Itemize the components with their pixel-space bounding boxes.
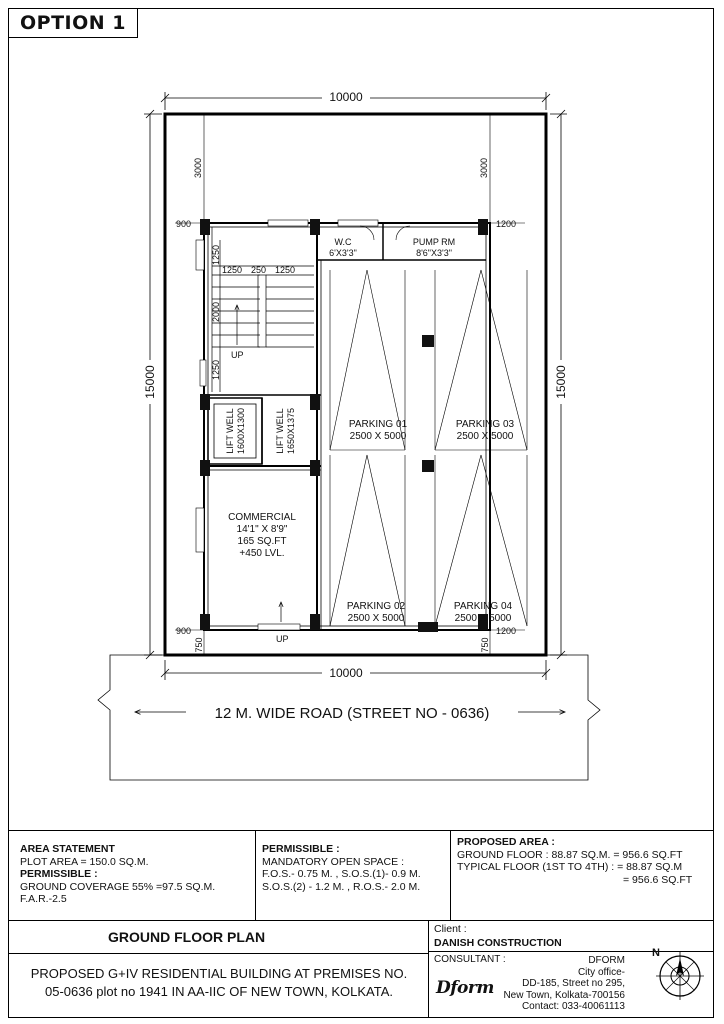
side-900-bottom: 900	[176, 626, 192, 636]
consultant-name: DFORM	[588, 955, 625, 966]
entry-up-label: UP	[276, 634, 289, 644]
area-statement-heading: AREA STATEMENT	[20, 843, 115, 855]
stair-dim-1250-v2: 1250	[211, 359, 221, 381]
lift1-size: 1600X1300	[236, 407, 246, 455]
lift2-name: LIFT WELL	[275, 408, 285, 454]
setback-lines	[175, 114, 525, 655]
sos-ros: S.O.S.(2) - 1.2 M. , R.O.S.- 2.0 M.	[262, 880, 421, 893]
wc-size: 6'X3'3"	[329, 248, 357, 258]
parking-01-name: PARKING 01	[348, 419, 408, 430]
consultant-line1: City office-	[577, 966, 625, 978]
side-1200-top: 1200	[496, 219, 517, 229]
typical-floor-sqft: = 956.6 SQ.FT	[623, 873, 693, 886]
stair-dim-1250-a: 1250	[222, 265, 243, 275]
pump-size: 8'6"X3'3"	[416, 248, 452, 258]
option-label: OPTION 1	[8, 8, 138, 38]
wc-name: W.C	[334, 237, 352, 247]
dim-left-label: 15000	[143, 365, 157, 399]
parking-03-size: 2500 X 5000	[456, 431, 514, 442]
area-statement-panel	[20, 843, 252, 906]
stair-dim-1250-v: 1250	[211, 244, 221, 266]
parking-04-size: 2500 X 5000	[454, 613, 512, 624]
divider-col2	[450, 830, 451, 920]
door-arcs	[360, 226, 410, 240]
parking-02-size: 2500 X 5000	[347, 613, 405, 624]
client-label: Client :	[434, 923, 467, 935]
commercial-level: +450 LVL.	[239, 548, 285, 559]
dim-right-label: 15000	[554, 365, 568, 399]
north-compass-icon	[650, 944, 710, 1008]
north-label: N	[652, 947, 660, 959]
typical-floor-area: TYPICAL FLOOR (1ST TO 4TH) : = 88.87 SQ.M	[457, 861, 683, 873]
road-label: 12 M. WIDE ROAD (STREET NO - 0636)	[214, 705, 490, 722]
permissible-panel	[262, 843, 447, 893]
parking-02-name: PARKING 02	[346, 601, 406, 612]
ground-floor-area: GROUND FLOOR : 88.87 SQ.M. = 956.6 SQ.FT	[457, 848, 683, 861]
plot-area: PLOT AREA = 150.0 SQ.M.	[20, 855, 149, 868]
project-description-line1: PROPOSED G+IV RESIDENTIAL BUILDING AT PREMISES NO.	[30, 966, 408, 981]
commercial-area: 165 SQ.FT	[237, 536, 287, 547]
divider-info-top	[8, 830, 714, 831]
mandatory-open-space: MANDATORY OPEN SPACE :	[262, 855, 404, 868]
parking-03-name: PARKING 03	[455, 419, 515, 430]
project-description	[14, 965, 424, 1001]
divider-info-mid	[8, 920, 714, 921]
front-750-left: 750	[194, 637, 204, 653]
stair-dim-1250-b: 1250	[275, 265, 296, 275]
project-description-line2: 05-0636 plot no 1941 IN AA-IIC OF NEW TOWN, KOLKATA.	[44, 984, 393, 999]
parking-bays	[330, 270, 527, 626]
stair-up-label: UP	[231, 350, 244, 360]
permissible-heading-2: PERMISSIBLE :	[262, 843, 340, 855]
side-1200-bottom: 1200	[496, 626, 517, 636]
far: F.A.R.-2.5	[20, 893, 67, 905]
consultant-line3: New Town, Kolkata-700156	[503, 989, 625, 1001]
parking-01-size: 2500 X 5000	[349, 431, 407, 442]
client-name: DANISH CONSTRUCTION	[434, 937, 562, 949]
pump-name: PUMP RM	[412, 237, 456, 247]
permissible-heading-1: PERMISSIBLE :	[20, 868, 98, 880]
consultant-label: CONSULTANT :	[434, 954, 506, 965]
side-900-top: 900	[176, 219, 192, 229]
dim-top-label: 10000	[329, 90, 363, 104]
commercial-size: 14'1" X 8'9"	[236, 524, 288, 535]
stair-dim-2000: 2000	[211, 301, 221, 323]
lift2-size: 1650X1375	[286, 407, 296, 455]
consultant-line2: DD-185, Street no 295,	[522, 978, 625, 989]
divider-col1	[255, 830, 256, 920]
consultant-address	[500, 955, 625, 1013]
ground-coverage: GROUND COVERAGE 55% =97.5 SQ.M.	[20, 880, 216, 893]
plot-boundary	[165, 114, 546, 655]
divider-title-right	[428, 920, 429, 1018]
fos-sos: F.O.S.- 0.75 M. , S.O.S.(1)- 0.9 M.	[262, 868, 421, 880]
dform-logo-text: Dform	[436, 978, 494, 998]
drawing-title: GROUND FLOOR PLAN	[108, 929, 266, 945]
lift1-name: LIFT WELL	[225, 408, 235, 454]
commercial-name: COMMERCIAL	[228, 512, 296, 523]
building-walls	[204, 223, 490, 630]
setback-top-left: 3000	[193, 157, 203, 179]
staircase	[212, 227, 314, 392]
front-750-right: 750	[480, 637, 490, 653]
parking-04-name: PARKING 04	[453, 601, 513, 612]
divider-title	[8, 953, 428, 954]
proposed-area-panel	[457, 836, 712, 886]
setback-top-right: 3000	[479, 157, 489, 179]
proposed-area-heading: PROPOSED AREA :	[457, 836, 555, 848]
consultant-contact: Contact: 033-40061113	[521, 1001, 625, 1012]
stair-dim-250: 250	[251, 265, 267, 275]
dform-logo	[436, 978, 494, 998]
dim-bottom-label: 10000	[329, 666, 363, 680]
